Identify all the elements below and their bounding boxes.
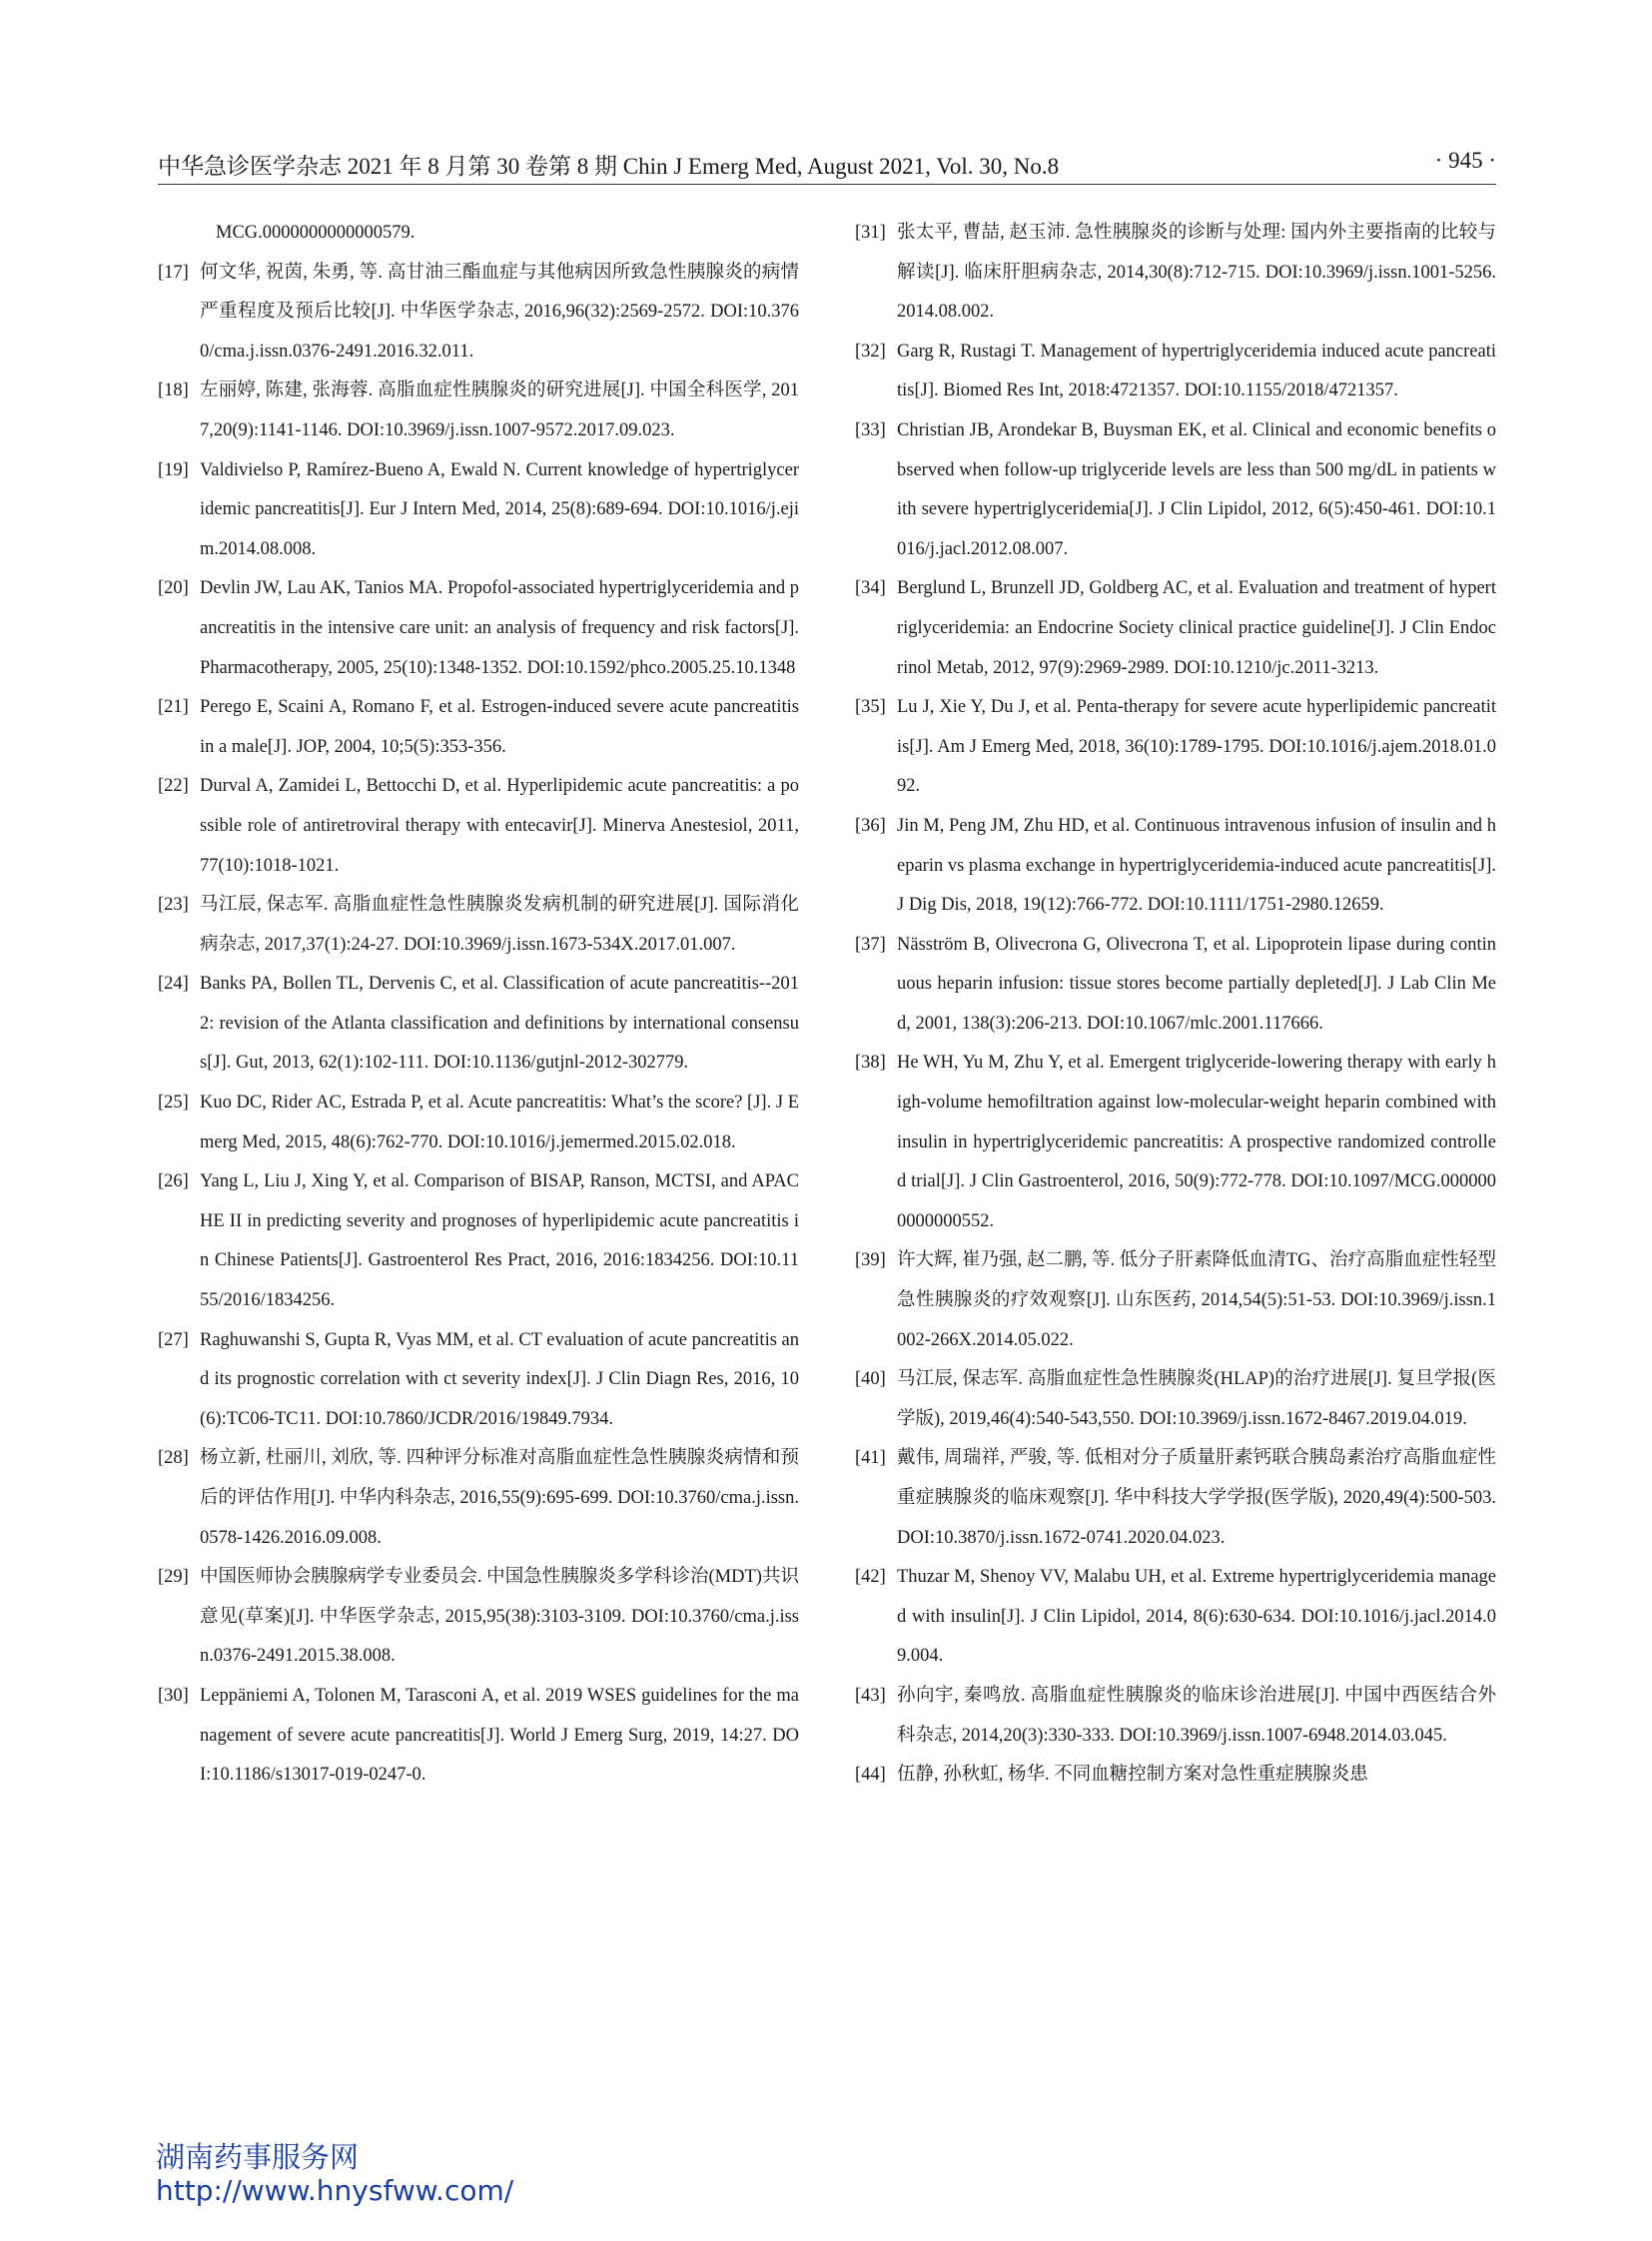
reference-number: [18]: [158, 380, 189, 401]
reference-text: Banks PA, Bollen TL, Dervenis C, et al. Classification of acute pancreatitis--2012: revision of the Atlanta classification and definitions by international consensus[J]. Gut, 2013, 62(1):102-111. DOI:10.1136/gutjnl-2012-302779.: [200, 974, 799, 1074]
reference-number: [31]: [855, 223, 886, 243]
reference-text: Durval A, Zamidei L, Bettocchi D, et al. Hyperlipidemic acute pancreatitis: a possible role of antiretroviral therapy with entecavir[J]. Minerva Anestesiol, 2011, 77(10):1018-1021.: [200, 776, 799, 876]
reference-item: [158, 1439, 799, 1558]
reference-item: [158, 372, 799, 450]
reference-number: [23]: [158, 895, 189, 916]
reference-text: Raghuwanshi S, Gupta R, Vyas MM, et al. CT evaluation of acute pancreatitis and its prognostic correlation with ct severity index[J]. J Clin Diagn Res, 2016, 10(6):TC06-TC11. DOI:10.7860/JCDR/2016/19849.7934.: [200, 1329, 799, 1429]
reference-item: [158, 767, 799, 886]
reference-item: [855, 333, 1496, 411]
reference-number: [30]: [158, 1685, 189, 1706]
reference-item: [855, 1241, 1496, 1360]
watermark-site-name: 湖南药事服务网: [156, 2140, 360, 2174]
reference-item: [855, 1756, 1496, 1796]
reference-number: [32]: [855, 341, 886, 362]
running-header: [158, 148, 1496, 188]
reference-item: [855, 1439, 1496, 1558]
reference-item: [855, 411, 1496, 569]
reference-column-right: [855, 214, 1496, 1796]
reference-item: [855, 926, 1496, 1045]
reference-item: [158, 1677, 799, 1796]
reference-text: MCG.0000000000000579.: [216, 223, 415, 243]
reference-text: Garg R, Rustagi T. Management of hypertriglyceridemia induced acute pancreatitis[J]. Biomed Res Int, 2018:4721357. DOI:10.1155/2018/4721357.: [897, 341, 1496, 401]
reference-item: [158, 1558, 799, 1677]
reference-number: [22]: [158, 776, 189, 797]
reference-number: [27]: [158, 1329, 189, 1350]
reference-text: 伍静, 孙秋虹, 杨华. 不同血糖控制方案对急性重症胰腺炎患: [897, 1765, 1368, 1786]
reference-item: [855, 807, 1496, 926]
reference-text: 许大辉, 崔乃强, 赵二鹏, 等. 低分子肝素降低血清TG、治疗高脂血症性轻型急性胰腺炎的疗效观察[J]. 山东医药, 2014,54(5):51-53. DOI:10.3969/j.issn.1002-266X.2014.05.022.: [897, 1250, 1496, 1350]
reference-item: [158, 569, 799, 688]
watermark: [156, 2140, 513, 2208]
journal-header-title: 中华急诊医学杂志 2021 年 8 月第 30 卷第 8 期 Chin J Emerg Med, August 2021, Vol. 30, No.8: [158, 154, 1060, 179]
reference-text: Perego E, Scaini A, Romano F, et al. Estrogen-induced severe acute pancreatitis in a male[J]. JOP, 2004, 10;5(5):353-356.: [200, 697, 799, 757]
reference-text: 何文华, 祝茵, 朱勇, 等. 高甘油三酯血症与其他病因所致急性胰腺炎的病情严重程度及预后比较[J]. 中华医学杂志, 2016,96(32):2569-2572. DOI:10.3760/cma.j.issn.0376-2491.2016.32.011.: [200, 262, 799, 362]
reference-text: 张太平, 曹喆, 赵玉沛. 急性胰腺炎的诊断与处理: 国内外主要指南的比较与解读[J]. 临床肝胆病杂志, 2014,30(8):712-715. DOI:10.3969/j.issn.1001-5256.2014.08.002.: [897, 223, 1496, 323]
reference-text: 孙向宇, 秦鸣放. 高脂血症性胰腺炎的临床诊治进展[J]. 中国中西医结合外科杂志, 2014,20(3):330-333. DOI:10.3969/j.issn.1007-6948.2014.03.045.: [897, 1685, 1496, 1746]
reference-text: 马江辰, 保志军. 高脂血症性急性胰腺炎发病机制的研究进展[J]. 国际消化病杂志, 2017,37(1):24-27. DOI:10.3969/j.issn.1673-534X.2017.01.007.: [200, 895, 799, 955]
reference-text: Leppäniemi A, Tolonen M, Tarasconi A, et al. 2019 WSES guidelines for the management of severe acute pancreatitis[J]. World J Emerg Surg, 2019, 14:27. DOI:10.1186/s13017-019-0247-0.: [200, 1685, 799, 1786]
reference-text: Yang L, Liu J, Xing Y, et al. Comparison of BISAP, Ranson, MCTSI, and APACHE II in predicting severity and prognoses of hyperlipidemic acute pancreatitis in Chinese Patients[J]. Gastroenterol Res Pract, 2016, 2016:1834256. DOI:10.1155/2016/1834256.: [200, 1171, 799, 1311]
reference-item: [158, 886, 799, 965]
reference-number: [20]: [158, 578, 189, 599]
reference-item: [158, 1321, 799, 1440]
reference-number: [40]: [855, 1369, 886, 1390]
reference-number: [41]: [855, 1448, 886, 1469]
reference-text: 左丽婷, 陈建, 张海蓉. 高脂血症性胰腺炎的研究进展[J]. 中国全科医学, 2017,20(9):1141-1146. DOI:10.3969/j.issn.1007-9572.2017.09.023.: [200, 380, 799, 440]
reference-item: [158, 1162, 799, 1320]
reference-number: [24]: [158, 974, 189, 995]
reference-item: [855, 569, 1496, 688]
reference-number: [36]: [855, 815, 886, 836]
reference-number: [17]: [158, 262, 189, 283]
reference-text: 戴伟, 周瑞祥, 严骏, 等. 低相对分子质量肝素钙联合胰岛素治疗高脂血症性重症胰腺炎的临床观察[J]. 华中科技大学学报(医学版), 2020,49(4):500-503. DOI:10.3870/j.issn.1672-0741.2020.04.023.: [897, 1448, 1496, 1548]
reference-text: He WH, Yu M, Zhu Y, et al. Emergent triglyceride-lowering therapy with early high-volume hemofiltration against low-molecular-weight heparin combined with insulin in hypertriglyceridemic pancreatitis: A prospective randomized controlled trial[J]. J Clin Gastroenterol, 2016, 50(9):772-778. DOI:10.1097/MCG.0000000000000552.: [897, 1053, 1496, 1231]
reference-number: [38]: [855, 1053, 886, 1074]
reference-item: [855, 688, 1496, 807]
reference-number: [37]: [855, 934, 886, 955]
reference-text: Kuo DC, Rider AC, Estrada P, et al. Acute pancreatitis: What’s the score? [J]. J Emerg Med, 2015, 48(6):762-770. DOI:10.1016/j.jemermed.2015.02.018.: [200, 1093, 799, 1152]
reference-number: [29]: [158, 1567, 189, 1588]
reference-number: [34]: [855, 578, 886, 599]
reference-text: Berglund L, Brunzell JD, Goldberg AC, et al. Evaluation and treatment of hypertriglyceridemia: an Endocrine Society clinical practice guideline[J]. J Clin Endocrinol Metab, 2012, 97(9):2969-2989. DOI:10.1210/jc.2011-3213.: [897, 578, 1496, 678]
reference-item: [855, 1558, 1496, 1677]
watermark-url[interactable]: http://www.hnysfww.com/: [156, 2174, 514, 2207]
reference-item: [158, 451, 799, 570]
reference-column-left: [158, 214, 799, 1796]
reference-text: 中国医师协会胰腺病学专业委员会. 中国急性胰腺炎多学科诊治(MDT)共识意见(草案)[J]. 中华医学杂志, 2015,95(38):3103-3109. DOI:10.3760/cma.j.issn.0376-2491.2015.38.008.: [200, 1567, 799, 1667]
reference-item: [158, 965, 799, 1084]
reference-number: [35]: [855, 697, 886, 718]
reference-text: Thuzar M, Shenoy VV, Malabu UH, et al. Extreme hypertriglyceridemia managed with insulin[J]. J Clin Lipidol, 2014, 8(6):630-634. DOI:10.1016/j.jacl.2014.09.004.: [897, 1567, 1496, 1667]
page-number: · 945 ·: [1434, 148, 1496, 173]
reference-number: [43]: [855, 1685, 886, 1706]
reference-number: [21]: [158, 697, 189, 718]
reference-text: Lu J, Xie Y, Du J, et al. Penta-therapy for severe acute hyperlipidemic pancreatitis[J]. Am J Emerg Med, 2018, 36(10):1789-1795. DOI:10.1016/j.ajem.2018.01.092.: [897, 697, 1496, 797]
reference-text: Valdivielso P, Ramírez-Bueno A, Ewald N. Current knowledge of hypertriglyceridemic pancreatitis[J]. Eur J Intern Med, 2014, 25(8):689-694. DOI:10.1016/j.ejim.2014.08.008.: [200, 459, 799, 559]
reference-item: [855, 214, 1496, 333]
reference-number: [44]: [855, 1765, 886, 1786]
reference-text: 杨立新, 杜丽川, 刘欣, 等. 四种评分标准对高脂血症性急性胰腺炎病情和预后的评估作用[J]. 中华内科杂志, 2016,55(9):695-699. DOI:10.3760/cma.j.issn.0578-1426.2016.09.008.: [200, 1448, 799, 1548]
reference-number: [33]: [855, 419, 886, 440]
reference-item: [158, 1084, 799, 1162]
reference-number: [26]: [158, 1171, 189, 1192]
header-divider: [158, 184, 1496, 185]
reference-number: [19]: [158, 459, 189, 480]
reference-text: Devlin JW, Lau AK, Tanios MA. Propofol-associated hypertriglyceridemia and pancreatitis in the intensive care unit: an analysis of frequency and risk factors[J]. Pharmacotherapy, 2005, 25(10):1348-1352. DOI:10.1592/phco.2005.25.10.1348: [200, 578, 799, 678]
reference-number: [39]: [855, 1250, 886, 1271]
reference-text: 马江辰, 保志军. 高脂血症性急性胰腺炎(HLAP)的治疗进展[J]. 复旦学报(医学版), 2019,46(4):540-543,550. DOI:10.3969/j.issn.1672-8467.2019.04.019.: [897, 1369, 1496, 1429]
reference-item: [158, 254, 799, 373]
reference-item: [855, 1360, 1496, 1439]
reference-item: [855, 1044, 1496, 1241]
reference-text: Christian JB, Arondekar B, Buysman EK, et al. Clinical and economic benefits observed when follow-up triglyceride levels are less than 500 mg/dL in patients with severe hypertriglyceridemia[J]. J Clin Lipidol, 2012, 6(5):450-461. DOI:10.1016/j.jacl.2012.08.007.: [897, 419, 1496, 559]
reference-text: Jin M, Peng JM, Zhu HD, et al. Continuous intravenous infusion of insulin and heparin vs plasma exchange in hypertriglyceridemia-induced acute pancreatitis[J]. J Dig Dis, 2018, 19(12):766-772. DOI:10.1111/1751-2980.12659.: [897, 815, 1496, 916]
reference-item: [158, 214, 799, 254]
reference-item: [158, 688, 799, 767]
reference-number: [28]: [158, 1448, 189, 1469]
reference-text: Näsström B, Olivecrona G, Olivecrona T, et al. Lipoprotein lipase during continuous heparin infusion: tissue stores become partially depleted[J]. J Lab Clin Med, 2001, 138(3):206-213. DOI:10.1067/mlc.2001.117666.: [897, 934, 1496, 1034]
reference-number: [25]: [158, 1093, 189, 1114]
reference-number: [42]: [855, 1567, 886, 1588]
reference-item: [855, 1677, 1496, 1756]
